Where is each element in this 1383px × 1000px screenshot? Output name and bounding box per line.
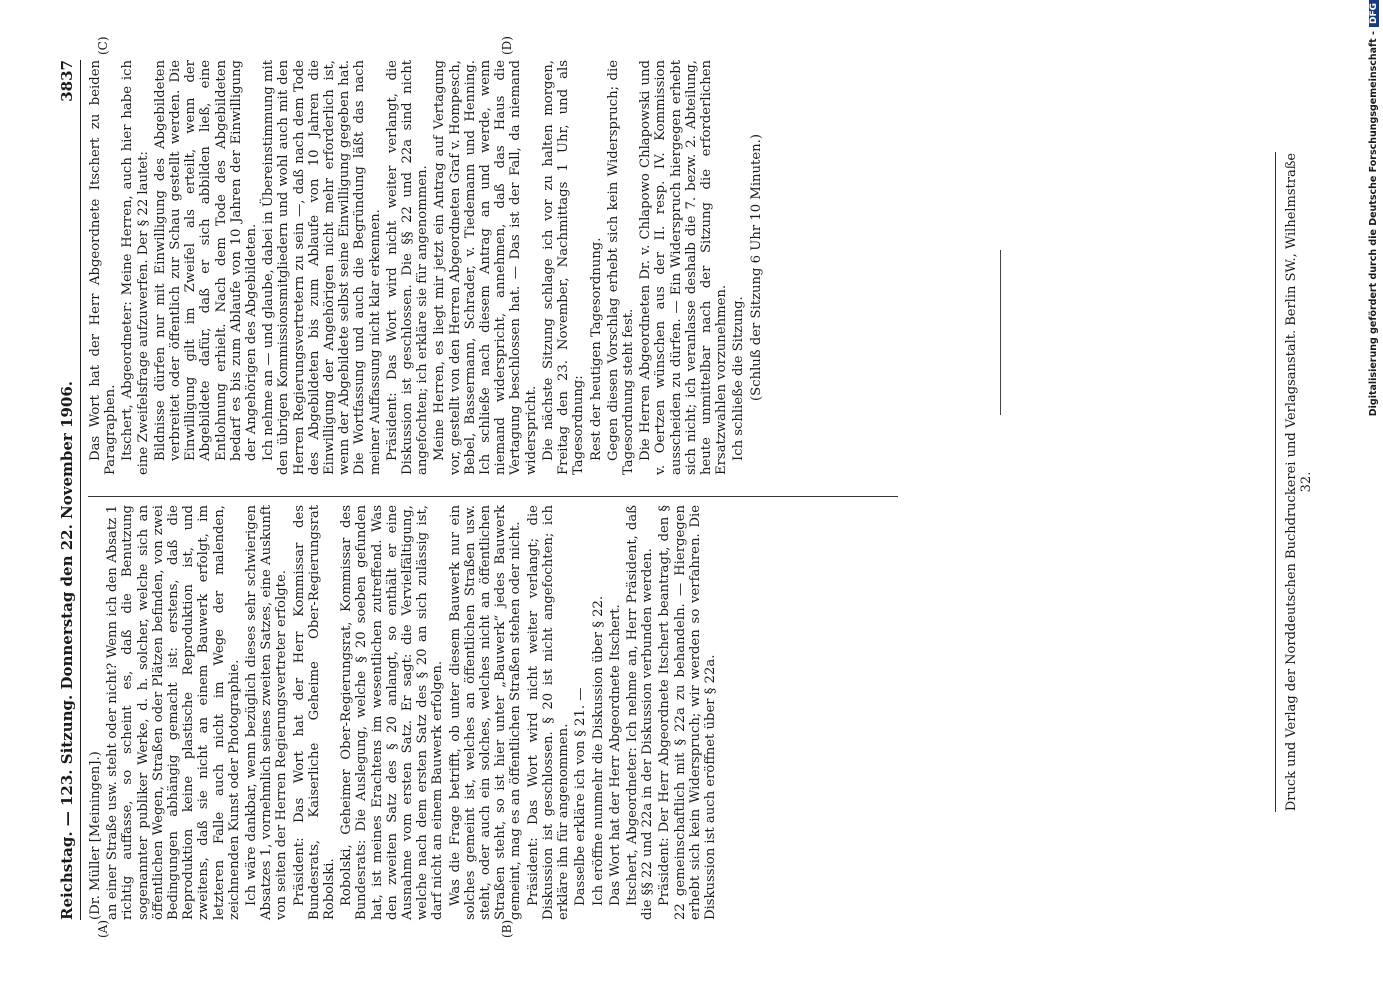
paragraph: Präsident: Das Wort wird nicht weiter verlangt, die Diskussion ist geschlossen. Die §§ 22 und 22a sind nicht angefochten; ich erkläre sie für angenommen. [384, 60, 431, 475]
paragraph: Ich nehme an — und glaube, dabei in Übereinstimmung mit den übrigen Kommissionsmitgliedern und wohl auch mit den Herren Regierungsvertretern zu sein —, daß nach dem Tode des Abgebildeten bis zum Ablaufe von 10 Jahren die Einwilligung der Angehörigen nicht mehr erforderlich ist, wenn der Abgebildete selbst seine Einwilligung gegeben hat. Die Wortfassung und auch die Begründung läßt das nach meiner Auffassung nicht klar erkennen. [261, 60, 383, 475]
right-column [88, 60, 766, 475]
paragraph: Die Herren Abgeordneten Dr. v. Chlapowo Chlapowski und v. Oertzen wünschen aus der II. resp. IV. Kommission ausscheiden zu dürfen. — Ein Widerspruch hiergegen erhebt sich nicht; ich veranlasse deshalb die 7. bezw. 2. Abteilung, heute unmittelbar nach der Sitzung die erforderlichen Ersatzwahlen vorzunehmen. [638, 60, 730, 475]
paragraph: Die nächste Sitzung schlage ich vor zu halten morgen, Freitag den 23. November, Nachmittags 1 Uhr, und als Tagesordnung: [540, 60, 587, 475]
column-divider [88, 496, 898, 497]
margin-mark-d: (D) [500, 36, 514, 55]
paragraph: Ich schließe die Sitzung. [731, 296, 747, 461]
margin-mark-a: (A) [96, 919, 110, 938]
paragraph: Robolski, Geheimer Ober-Regierungsrat, Kommissar des Bundesrats: Die Auslegung, welche § 20 soeben gefunden hat, ist meines Erachtens im wesentlichen zutreffend. Was den zweiten Satz des § 20 anlangt, so enthält er eine Ausnahme vom ersten Satz. Er sagt: die Vervielfältigung, welche nach dem ersten Satz des § 20 an sich zulässig ist, darf nicht an einem Bauwerk erfolgen. [339, 505, 446, 920]
paragraph: an einer Straße usw. steht oder nicht? Wenn ich den Absatz 1 richtig auffasse, so scheint es, daß die Benutzung sogenannter publiker Werke, d. h. solcher, welche sich an öffentlichen Wegen, Straßen oder Plätzen befinden, von zwei Bedingungen abhängig gemacht ist: erstens, daß die Reproduktion keine plastische Reproduktion ist, und zweitens, daß sie nicht an einem Bauwerk erfolgt, im letzteren Falle auch nicht im Wege der malenden, zeichnenden Kunst oder Photographie. [105, 505, 242, 920]
header-rule [80, 60, 81, 920]
footer-rule [1275, 152, 1276, 812]
end-rule [1000, 250, 1001, 415]
page-number: 3837 [58, 60, 76, 102]
dfg-logo: DFG [1369, 0, 1379, 27]
agenda-item: Rest der heutigen Tagesordnung. [588, 237, 604, 461]
page-header [58, 60, 80, 920]
paragraph: Ich eröffne nunmehr die Diskussion über § 22. [590, 595, 606, 906]
paragraph: Itschert, Abgeordneter: Ich nehme an, Herr Präsident, daß die §§ 22 und 22a in der Diskussion verbunden werden. [624, 505, 656, 920]
paragraph: Dasselbe erkläre ich von § 21. — [573, 687, 589, 906]
paragraph: Itschert, Abgeordneter: Meine Herren, auch hier habe ich eine Zweifelsfrage aufzuwerfen. Der § 22 lautet: [120, 60, 151, 475]
paragraph: Das Wort hat der Herr Abgeordnete Itschert. [607, 604, 623, 906]
margin-mark-c: (C) [96, 36, 110, 55]
margin-mark-b: (B) [500, 919, 514, 938]
paragraph: Präsident: Das Wort wird nicht weiter verlangt; die Diskussion ist geschlossen. § 20 ist nicht angefochten; ich erkläre ihn für angenommen. [525, 505, 572, 920]
quoted-law-text: Bildnisse dürfen nur mit Einwilligung des Abgebildeten verbreitet oder öffentlich zur Schau gestellt werden. Die Einwilligung gilt im Zweifel als erteilt, wenn der Abgebildete dafür, daß er sich abbilden ließ, eine Entlohnung erhielt. Nach dem Tode des Abgebildeten bedarf es bis zum Ablaufe von 10 Jahren der Einwilligung der Angehörigen des Abgebildeten. [152, 60, 260, 461]
paragraph: Das Wort hat der Herr Abgeordnete Itschert zu beiden Paragraphen. [88, 60, 119, 475]
session-close-note: (Schluß der Sitzung 6 Uhr 10 Minuten.) [748, 134, 764, 401]
paragraph: Präsident: Das Wort hat der Herr Kommissar des Bundesrats, Kaiserliche Geheime Ober-Regierungsrat Robolski. [291, 505, 338, 920]
digitization-note [1368, 0, 1379, 1000]
header-title: Reichstag. — 123. Sitzung. Donnerstag den 22. November 1906. [58, 381, 76, 920]
speaker-continuation: (Dr. Müller [Meiningen].) [88, 751, 103, 920]
printer-imprint: Druck und Verlag der Norddeutschen Buchdruckerei und Verlagsanstalt. Berlin SW., Wilhelmstraße 32. [1284, 152, 1314, 812]
paragraph: Was die Frage betrifft, ob unter diesem Bauwerk nur ein solches gemeint ist, welches an öffentlichen Straßen usw. steht, oder auch ein solches, welches nicht an öffentlichen Straßen steht, so ist hier unter „Bauwerk“ jedes Bauwerk gemeint, mag es an öffentlichen Straßen stehen oder nicht. [447, 505, 524, 920]
paragraph: Ich wäre dankbar, wenn bezüglich dieses sehr schwierigen Absatzes 1, vornehmlich seines zweiten Satzes, eine Auskunft von seiten der Herren Regierungsvertreter erfolgte. [244, 505, 290, 920]
paragraph: Gegen diesen Vorschlag erhebt sich kein Widerspruch; die Tagesordnung steht fest. [605, 60, 636, 475]
paragraph: Präsident: Der Herr Abgeordnete Itschert beantragt, den § 22 gemeinschaftlich mit § 22a zu behandeln. — Hiergegen erhebt sich kein Widerspruch; wir werden so verfahren. Die Diskussion ist auch eröffnet über § 22a. [657, 505, 718, 920]
paragraph: Meine Herren, es liegt mir jetzt ein Antrag auf Vertagung vor, gestellt von den Herren Abgeordneten Graf v. Hompesch, Bebel, Bassermann, Schrader, v. Tiedemann und Henning. Ich schließe nach diesem Antrag an und werde, wenn niemand widerspricht, annehmen, daß das Haus die Vertagung beschlossen hat. — Das ist der Fall, da niemand widerspricht. [432, 60, 539, 475]
digitization-text: Digitalisierung gefördert durch die Deutsche Forschungsgemeinschaft - [1368, 31, 1379, 417]
left-column [88, 505, 720, 920]
